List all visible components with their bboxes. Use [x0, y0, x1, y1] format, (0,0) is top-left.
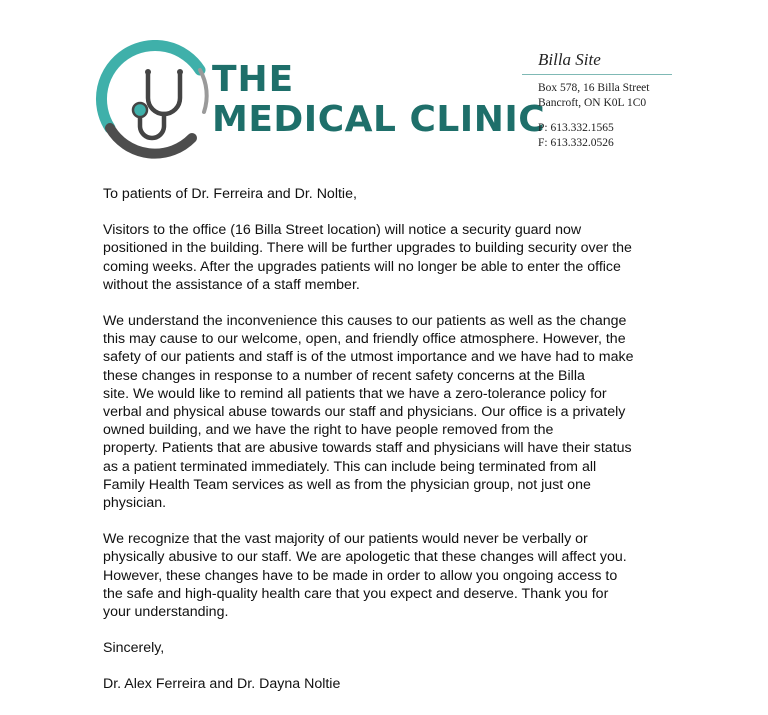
text-line: physician.: [103, 495, 167, 512]
address-block: [522, 50, 672, 151]
greeting: To patients of Dr. Ferreira and Dr. Noltie,: [103, 186, 357, 202]
text-line: site. We would like to remind all patients that we have a zero-tolerance policy for: [103, 385, 607, 402]
text-line: physically abusive to our staff. We are apologetic that these changes will affect you.: [103, 549, 627, 566]
text-line: We understand the inconvenience this causes to our patients as well as the change: [103, 313, 627, 330]
letter-body: [103, 185, 688, 712]
closing: Sincerely,: [103, 640, 165, 657]
text-line: without the assistance of a staff member.: [103, 276, 360, 293]
text-line: this may cause to our welcome, open, and friendly office atmosphere. However, the: [103, 331, 626, 348]
signature: Dr. Alex Ferreira and Dr. Dayna Noltie: [103, 676, 341, 693]
text-line: as a patient terminated immediately. This can include being terminated from all: [103, 458, 597, 475]
text-line: Family Health Team services as well as from the physician group, not just one: [103, 476, 591, 493]
logo-line-2: MEDICAL CLINIC: [212, 99, 546, 140]
clinic-name: [212, 59, 546, 140]
text-line: positioned in the building. There will be further upgrades to building security over the: [103, 240, 632, 257]
phone-number: P: 613.332.1565: [538, 122, 614, 134]
text-line: Visitors to the office (16 Billa Street location) will notice a security guard now: [103, 222, 582, 239]
logo-line-1: THE: [212, 59, 295, 100]
text-line: owned building, and we have the right to have people removed from the: [103, 422, 554, 439]
fax-number: F: 613.332.0526: [538, 137, 614, 149]
paragraph-2: [103, 312, 688, 512]
address-line-1: Box 578, 16 Billa Street: [538, 82, 650, 94]
text-line: However, these changes have to be made in order to allow you ongoing access to: [103, 567, 618, 584]
paragraph-3: [103, 530, 688, 621]
text-line: coming weeks. After the upgrades patients will no longer be able to enter the office: [103, 258, 621, 275]
text-line: your understanding.: [103, 604, 229, 621]
text-line: these changes in response to a number of recent safety concerns at the Billa: [103, 367, 585, 384]
paragraph-1: [103, 221, 688, 294]
text-line: property. Patients that are abusive towards staff and physicians will have their status: [103, 440, 632, 457]
address-line-2: Bancroft, ON K0L 1C0: [538, 97, 647, 109]
stethoscope-icon: [92, 40, 217, 165]
text-line: safety of our patients and staff is of the utmost importance and we have had to make: [103, 349, 634, 366]
text-line: the safe and high-quality health care that you expect and deserve. Thank you for: [103, 585, 609, 602]
site-contact: [522, 121, 672, 151]
text-line: verbal and physical abuse towards our staff and physicians. Our office is a privately: [103, 404, 626, 421]
site-address: [522, 81, 672, 111]
clinic-logo: [92, 40, 546, 165]
text-line: We recognize that the vast majority of our patients would never be verbally or: [103, 531, 588, 548]
site-name: Billa Site: [522, 50, 672, 75]
